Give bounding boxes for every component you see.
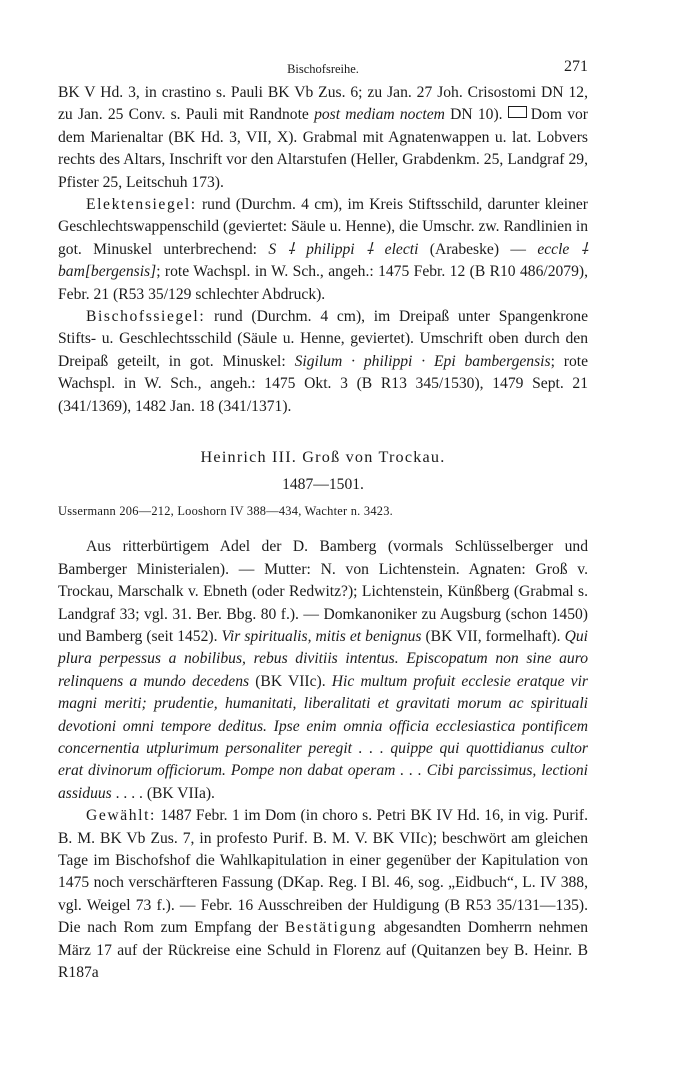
italic-run: Qui plura perpessus a nobilibus, rebus divitiis intentus. Episcopatum non sine auro relinquens a mundo decedens xyxy=(58,627,588,690)
text-run: (BK VII, formelhaft). xyxy=(421,627,565,645)
italic-run: eccle ⸸ bam[bergensis] xyxy=(58,240,589,281)
page-header xyxy=(58,58,588,82)
text-run: ; rote Wachspl. in W. Sch., angeh.: 1475 Febr. 12 (B R10 486/2079), Febr. 21 (R53 35/129 schlechter Abdruck). xyxy=(58,263,588,303)
text-run: ; rote Wachspl. in W. Sch., angeh.: 1475 Okt. 3 (B R13 345/1530), 1479 Sept. 21 (341/1369), 1482 Jan. 18 (341/1371). xyxy=(58,352,588,415)
body-text xyxy=(58,82,588,984)
book-page xyxy=(58,58,588,984)
paragraph-burial xyxy=(58,82,588,194)
label-spaced: Bestätigung xyxy=(284,919,378,937)
tomb-symbol-icon xyxy=(508,106,527,118)
text-run: rund (Durchm. 4 cm), im Kreis Stiftsschild, darunter kleiner Geschlechtswappenschild (geviertet: Säule u. Henne), die Umschr. zw. Randlinien in got. Minuskel unterbrechend: xyxy=(58,196,588,258)
italic-run: S ⸸ philippi ⸸ electi xyxy=(268,240,419,258)
text-run: abgesandten Domherrn nehmen März 17 auf der Rückreise eine Schuld in Florenz auf (Quitanzen bey B. Heinr. B R187a xyxy=(58,919,589,982)
italic-run: post mediam noctem xyxy=(314,106,445,124)
text-run: Aus ritterbürtigem Adel der D. Bamberg (vormals Schlüsselberger und Bamberger Ministerialen). — Mutter: N. von Lichtenstein. Agnaten: Groß v. Trockau, Marschalk v. Ebneth (oder Redwitz?); Lichtenstein, Künßberg (Grabmal s. Landgraf 33; vgl. 31. Ber. Bbg. 80 f.). — Domkanoniker zu Augsburg (schon 1450) und Bamberg (seit 1452). xyxy=(58,538,588,645)
running-title: Bischofsreihe. xyxy=(287,62,359,76)
source-references: Ussermann 206—212, Looshorn IV 388—434, Wachter n. 3423. xyxy=(58,503,394,518)
text-run: Dom vor dem Marienaltar (BK Hd. 3, VII, X). Grabmal mit Agnatenwappen u. lat. Lobvers rechts des Altars, Inschrift vor den Altarstufen (Heller, Grabdenkm. 25, Landgraf 29, Pfister 25, Leitschuh 173). xyxy=(58,106,588,191)
text-run: BK V Hd. 3, in crastino s. Pauli BK Vb Zus. 6; zu Jan. 27 Joh. Crisostomi DN 12, zu Jan. 25 Conv. s. Pauli mit Randnote xyxy=(58,84,588,124)
paragraph-bishop-seal xyxy=(58,306,588,418)
paragraph-election xyxy=(58,805,588,984)
label-spaced: Gewählt: xyxy=(86,807,156,825)
section-heading: Heinrich III. Groß von Trockau. xyxy=(200,448,446,467)
italic-run: Sigilum · philippi · Epi bambergensis xyxy=(294,352,551,370)
text-run: (Arabeske) — xyxy=(418,240,538,258)
section-years: 1487—1501. xyxy=(282,475,364,493)
italic-run: Hic multum profuit ecclesie eratque vir magni meriti; prudentie, humanitati, liberalitati et gravitati morum ac spirituali devotioni omni tempore deditus. Ipse enim omnia officia ecclesiastica pontificem concernentia utplurimum personaliter peregit . . . quippe qui quottidianus cultor erat divinorum officiorum. Pompe non dabat operam . . . Cibi parcissimus, lectioni assiduus xyxy=(58,672,588,802)
text-run: 1487 Febr. 1 im Dom (in choro s. Petri BK IV Hd. 16, in vig. Purif. B. M. BK Vb Zus. 7, in profesto Purif. B. M. V. BK VIIc); beschwört am gleichen Tage im Bischofshof die Wahlkapitulation in einer gegenüber der Kapitulation von 1475 noch verschärfteren Fassung (DKap. Reg. I Bl. 46, sog. „Eidbuch“, L. IV 388, vgl. Weigel 73 f.). — Febr. 16 Ausschreiben der Huldigung (B R53 35/131—135). Die nach Rom zum Empfang der xyxy=(58,807,588,937)
paragraph-elect-seal xyxy=(58,194,588,306)
paragraph-origin xyxy=(58,536,588,805)
label-spaced: Bischofssiegel: xyxy=(86,308,206,326)
italic-run: Vir spiritualis, mitis et benignus xyxy=(221,627,422,645)
text-run: rund (Durchm. 4 cm), im Dreipaß unter Spangenkrone Stifts- u. Geschlechtsschild (Säule u. Henne, geviertet). Umschrift oben durch den Dreipaß geteilt, in got. Minuskel: xyxy=(58,308,588,370)
label-spaced: Elektensiegel: xyxy=(86,196,197,214)
text-run: . . . . (BK VIIa). xyxy=(111,784,215,802)
text-run: (BK VIIc). xyxy=(249,672,332,690)
text-run: DN 10). xyxy=(444,106,508,124)
page-number: 271 xyxy=(564,58,588,75)
